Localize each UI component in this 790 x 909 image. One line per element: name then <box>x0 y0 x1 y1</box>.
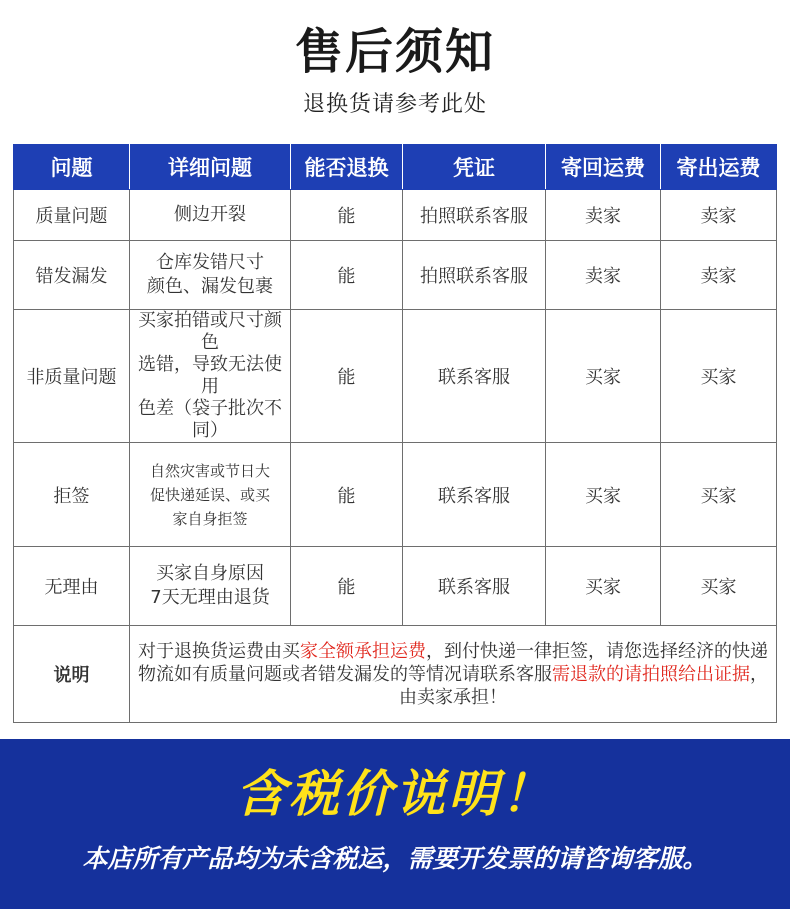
column-header-return-shipping: 寄回运费 <box>546 145 661 190</box>
table-header-row <box>14 145 777 190</box>
cell-send-shipping: 卖家 <box>661 190 777 241</box>
cell-return-shipping: 买家 <box>546 310 661 443</box>
table-row <box>14 547 777 626</box>
note-text <box>130 626 777 723</box>
cell-issue: 拒签 <box>14 443 130 547</box>
cell-proof: 拍照联系客服 <box>403 190 546 241</box>
note-highlight: 需退款的请拍照给出证据 <box>552 663 750 685</box>
cell-returnable: 能 <box>291 547 403 626</box>
detail-line: 自然灾害或节日大 <box>149 461 270 480</box>
cell-send-shipping: 卖家 <box>661 241 777 310</box>
detail-line: 买家自身原因 <box>156 563 264 584</box>
cell-return-shipping: 买家 <box>546 547 661 626</box>
note-text-part: ，由卖家承担！ <box>399 663 768 708</box>
page-title: 售后须知 <box>294 24 495 80</box>
table-row <box>14 310 777 443</box>
cell-returnable: 能 <box>291 190 403 241</box>
cell-return-shipping: 卖家 <box>546 241 661 310</box>
table-row <box>14 241 777 310</box>
table-row <box>14 190 777 241</box>
detail-line: 选错，导致无法使用 <box>138 354 282 397</box>
note-label: 说明 <box>14 626 130 723</box>
cell-send-shipping: 买家 <box>661 443 777 547</box>
cell-return-shipping: 卖家 <box>546 190 661 241</box>
column-header-returnable: 能否退换 <box>291 145 403 190</box>
table-row <box>14 443 777 547</box>
banner-title: 含税价说明！ <box>236 765 554 823</box>
cell-proof: 联系客服 <box>403 547 546 626</box>
cell-returnable: 能 <box>291 241 403 310</box>
column-header-detail: 详细问题 <box>130 145 291 190</box>
cell-detail: 侧边开裂 <box>130 190 291 241</box>
cell-detail <box>130 547 291 626</box>
note-highlight: 家全额承担运费 <box>300 640 426 662</box>
detail-line: 促快递延误、或买 <box>149 485 270 504</box>
cell-returnable: 能 <box>291 310 403 443</box>
cell-proof: 联系客服 <box>403 443 546 547</box>
detail-line: 买家拍错或尺寸颜色 <box>138 310 282 353</box>
cell-send-shipping: 买家 <box>661 310 777 443</box>
note-text-part: 对于退换货运费由买 <box>138 640 300 662</box>
cell-return-shipping: 买家 <box>546 443 661 547</box>
cell-issue: 错发漏发 <box>14 241 130 310</box>
banner-text: 本店所有产品均为未含税运，需要开发票的请咨询客服。 <box>82 844 708 873</box>
cell-send-shipping: 买家 <box>661 547 777 626</box>
detail-line: 家自身拒签 <box>172 509 248 528</box>
column-header-proof: 凭证 <box>403 145 546 190</box>
cell-issue: 无理由 <box>14 547 130 626</box>
column-header-issue: 问题 <box>14 145 130 190</box>
detail-line: 7天无理由退货 <box>150 587 270 608</box>
cell-proof: 联系客服 <box>403 310 546 443</box>
column-header-send-shipping: 寄出运费 <box>661 145 777 190</box>
page-subtitle: 退换货请参考此处 <box>302 92 487 117</box>
note-row <box>14 626 777 723</box>
cell-issue: 质量问题 <box>14 190 130 241</box>
cell-issue: 非质量问题 <box>14 310 130 443</box>
cell-detail <box>130 443 291 547</box>
cell-returnable: 能 <box>291 443 403 547</box>
note-text-part: ，到付快递一律拒签，请您选择经济的快递物流如有质量问题或者错发漏发的等情况请联系客服 <box>138 640 768 685</box>
tax-banner <box>0 739 790 909</box>
detail-line: 仓库发错尺寸 <box>156 252 264 273</box>
cell-detail <box>130 310 291 443</box>
cell-proof: 拍照联系客服 <box>403 241 546 310</box>
detail-line: 色差（袋子批次不同） <box>138 398 282 441</box>
detail-line: 颜色、漏发包裹 <box>147 276 273 297</box>
after-sales-table <box>13 144 777 723</box>
cell-detail <box>130 241 291 310</box>
